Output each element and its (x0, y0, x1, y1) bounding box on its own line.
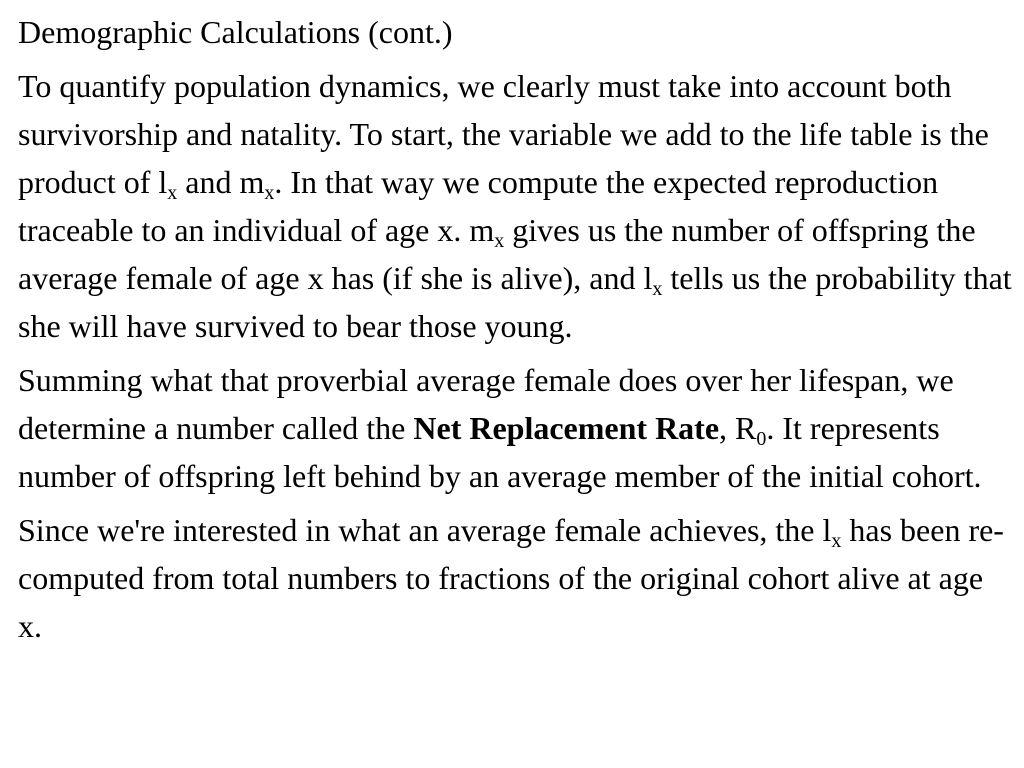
p2-text-3: . It represents number of offspring left behind by an average member of the initial cohort. (18, 410, 982, 494)
p2-text-2: , R (719, 410, 757, 446)
p1-subscript-4: x (652, 278, 663, 300)
p1-text-1: To quantify population dynamics, we clearly must take into account both survivorship and natality. To start, the variable we add to the life table is the product of l (18, 68, 989, 200)
p2-subscript-1: 0 (756, 428, 767, 450)
p1-subscript-2: x (264, 182, 275, 204)
p1-text-2: and m (177, 164, 265, 200)
p2-text-1: Summing what that proverbial average female does over her lifespan, we determine a number called the (18, 362, 954, 446)
p1-text-4: gives us the number of offspring the average female of age x has (if she is alive), and l (18, 212, 976, 296)
paragraph-3 (18, 506, 1012, 650)
p2-bold-term: Net Replacement Rate (413, 410, 720, 446)
p3-text-1: Since we're interested in what an average female achieves, the l (18, 512, 832, 548)
p3-text-2: has been re-computed from total numbers to fractions of the original cohort alive at age x. (18, 512, 1004, 644)
slide-title: Demographic Calculations (cont.) (18, 14, 453, 50)
p3-subscript-1: x (831, 530, 842, 552)
paragraph-1 (18, 62, 1012, 350)
p1-subscript-1: x (167, 182, 178, 204)
paragraph-2 (18, 356, 1012, 500)
p1-subscript-3: x (494, 230, 505, 252)
p1-text-5: tells us the probability that she will have survived to bear those young. (18, 260, 1012, 344)
p1-text-3: . In that way we compute the expected reproduction traceable to an individual of age x. m (18, 164, 939, 248)
